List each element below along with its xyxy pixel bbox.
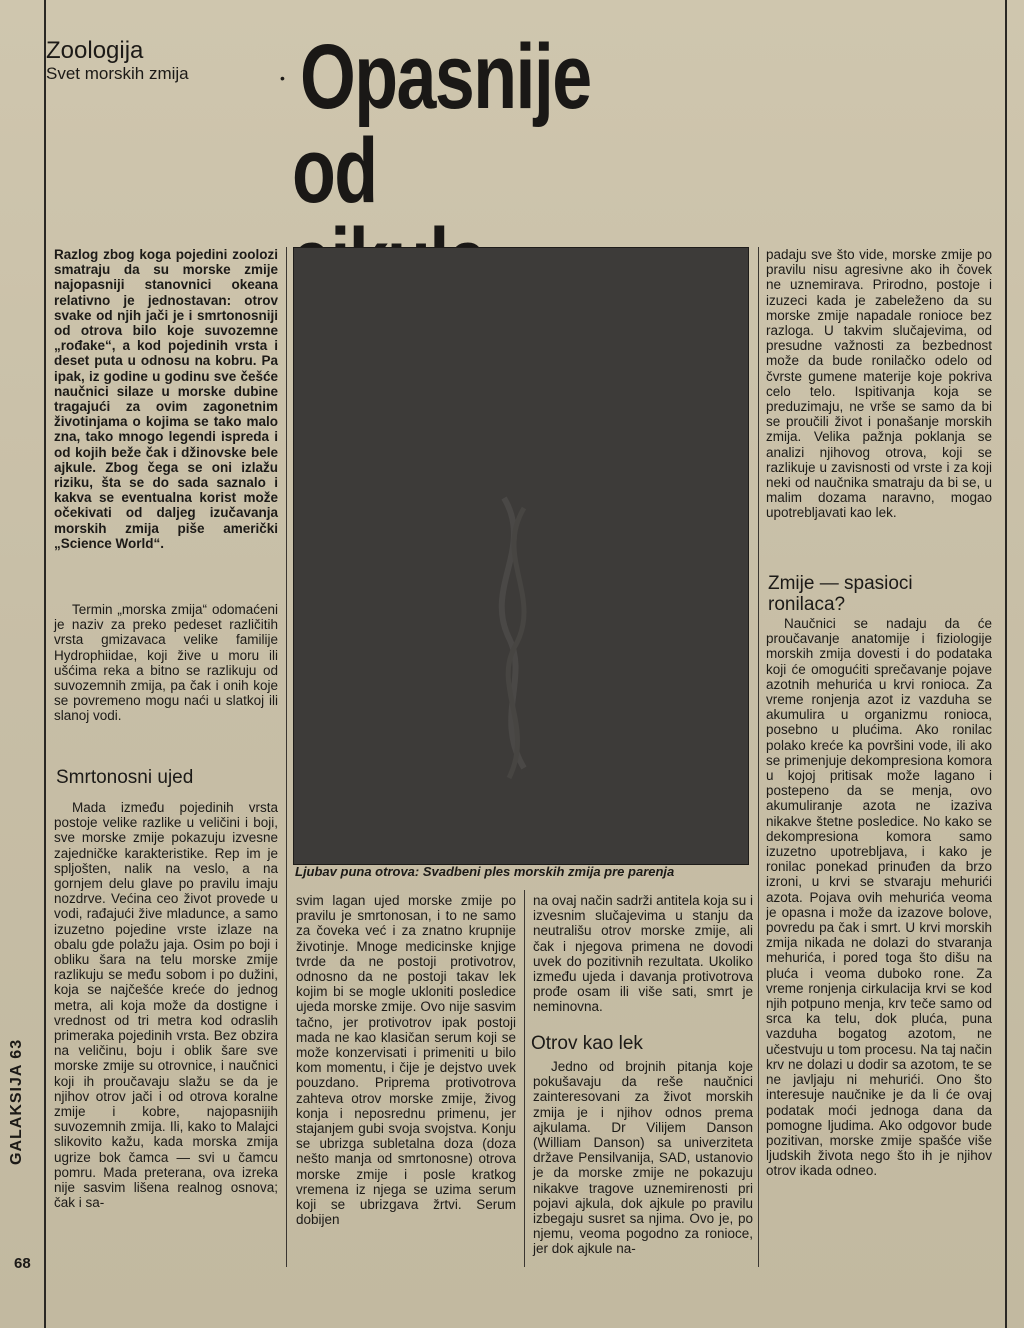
left-margin-rule <box>44 0 46 1328</box>
subhead-otrov-kao-lek: Otrov kao lek <box>531 1033 643 1054</box>
column-4-body: padaju sve što vide, morske zmije po pravilu nisu agresivne ako ih čovek ne uznemirava. Prirodno, postoje i izuzeci kada je zabeleženo da su morske zmije napadale ronioce bez razloga. U takvim slučajevima, od presudne važnosti za bezbednost može da bude ronilačko odelo od čvrste gumene materije koje pokriva celo telo. Ispitivanja koja se preduzimaju, ne vrše se samo da bi se proučili život i ponašanje morskih zmija. Velika pažnja poklanja se analizi njihovog otrova, koji se razlikuje u zavisnosti od vrste i za koji neki od naučnika smatraju da bi se, u malim dozama naravno, mogao upotrebljavati kao lek. <box>766 247 992 521</box>
intro-paragraph: Termin „morska zmija“ odomaćeni je naziv za preko pedeset različitih vrsta gmizavaca velike familije Hydrophiidae, koji žive u moru ili ušćima reka a bitno se razlikuju od suvozemnih zmija, pa čak i onih koje se povremeno mogu naći u slatkoj ili slanoj vodi. <box>54 602 278 724</box>
magazine-issue-label: GALAKSIJA 63 <box>8 1038 25 1165</box>
column-divider-3 <box>758 247 759 1267</box>
bullet-dot: • <box>280 70 285 86</box>
headline-line-2: od <box>292 120 377 222</box>
lead-paragraph: Razlog zbog koga pojedini zoolozi smatraju da su morske zmije najopasniji stanovnici okeana relativno je jednostavan: otrov svake od njih jači je i smrtonosniji od otrova bilo koje suvozemne „rođake“, a kod pojedinih vrsta i deset puta u odnosu na kobru. Pa ipak, iz godine u godinu sve češće naučnici silaze u morske dubine tragajući za ovim zagonetnim životinjama o kojima se tako malo zna, tako mnogo legendi ispreda i od kojih beže čak i džinovske bele ajkule. Zbog čega se oni izlažu riziku, šta se do sada saznalo i kakva se eventualna korist može očekivati od daljeg izučavanja morskih zmija piše američki „Science World“. <box>54 247 278 551</box>
right-margin-rule <box>1005 0 1007 1328</box>
page-number: 68 <box>14 1255 31 1272</box>
subhead-smrtonosni-ujed: Smrtonosni ujed <box>56 767 194 788</box>
column-2-body: svim lagan ujed morske zmije po pravilu je smrtonosan, i to ne samo za čoveka već i za znatno krupnije životinje. Mnoge medicinske knjige tvrde da ne postoji protivotrov, odnosno da ne postoji takav lek kojim bi se mogle ukloniti posledice ujeda morske zmije. Ovo nije sasvim tačno, jer protivotrov ipak postoji mada ne kao klasičan serum koji se može konzervisati i primeniti u bilo kom momentu, i čije je dejstvo uvek pouzdano. Priprema protivotrova zahteva otrov morske zmije, živog konja i neposrednu primenu, jer stajanjem gubi svoja svojstva. Konju se ubrizga subletalna doza (doza nešto manja od smrtonosne) otrova morske zmije i posle kratkog vremena iz njega se uzima serum koji se ubrizgava žrtvi. Serum dobijen <box>296 893 516 1228</box>
column-divider-1 <box>286 247 287 1267</box>
column-3-body: na ovaj način sadrži antitela koja su i izvesnim slučajevima u stanju da neutrališu otrov morske zmije, ali čak i njegova primena ne dovodi uvek do pozitivnih rezultata. Ukoliko između ujeda i davanja protivotrova prođe osam ili više sati, smrt je neminovna. <box>533 893 753 1015</box>
column-3-body-2: Jedno od brojnih pitanja koje pokušavaju da reše naučnici zainteresovani za život morskih zmija je i njihov odnos prema ajkulama. Dr Vilijem Danson (William Danson) sa univerziteta države Pensilvanija, SAD, ustanovio je da morske zmije ne pokazuju nikakve tragove uznemirenosti pri pojavi ajkula, dok ajkule po pravilu izbegaju susret sa njima. Ovo je, po njemu, veoma pogodno za ronioce, jer dok ajkule na- <box>533 1059 753 1257</box>
subhead-zmije-spasioci: Zmije — spasioci ronilaca? <box>768 573 913 615</box>
headline-line-1: Opasnije <box>300 26 591 128</box>
column-4-body-2: Naučnici se nadaju da će proučavanje anatomije i fiziologije morskih zmija dovesti i do podataka koji će omogućiti sprečavanje pojave azotnih mehurića u krvi ronioca. Za vreme ronjenja azot iz vazduha se akumulira u organizmu ronioca, posebno u plućima. Ako ronilac polako kreće ka površini vode, ili ako se primenjuje dekompresiona komora u kojoj pritisak može lagano i postepeno da se menja, ovo akumuliranje azota ne izaziva nikakve štetne posledice. No kako se dekompresiona komora samo izuzetno upotrebljava, i kako je ronilac ponekad prinuđen da brzo izroni, u krvi se stvaraju mehurići azota. Pojava ovih mehurića veoma je opasna i može da izazove bolove, povredu pa čak i smrt. U krvi morskih zmija nikada ne dolazi do stvaranja mehurića, i pored toga što dišu na pluća i veoma duboko rone. Za vreme ronjenja cirkulacija krvi se kod njih potpuno menja, krv teče samo od srca ka telu, dok pluća, puna vazduha bogatog azotom, ne učestvuju u tom procesu. Na taj način krv ne dolazi u dodir sa azotom, te se ne javljaju ni mehurići. Ono što interesuje naučnike je da li će ovaj podatak moći jednoga dana da pomogne ljudima. Ako odgovor bude pozitivan, morske zmije spašće više ljudskih života nego što ih je njihov otrov ikada odneo. <box>766 616 992 1179</box>
photo-caption: Ljubav puna otrova: Svadbeni ples morskih zmija pre parenja <box>295 864 675 879</box>
section-subtitle: Svet morskih zmija <box>46 64 189 83</box>
column-1-body: Mada između pojedinih vrsta postoje velike razlike u veličini i boji, sve morske zmije pokazuju izvesne zajedničke karakteristike. Rep im je spljošten, nalik na veslo, a na gornjem delu glave po pravilu imaju nozdrve. Većina ceo život provede u vodi, rađajući žive mladunce, a samo izuzetno pojedine vrste izlaze na obalu gde polažu jaja. Osim po boji i obliku šara na telu morske zmije razlikuju se među sobom i po dužini, koja se najčešće kreće do jednog metra, ali koja može da dostigne i vrednost od tri metra kod odraslih primeraka pojedinih vrsta. Bez obzira na veličinu, boju i oblik šare sve morske zmije su otrovnice, i naučnici koji ih proučavaju slažu se da je njihov otrov jači i od otrova koralne zmije i kobre, najopasnijih suvozemnih zmija. Ili, kako to Malajci slikovito kažu, kada morska zmija ugrize bok čamca — svi u čamcu pomru. Mada preterana, ova izreka nije sasvim lišena realnog osnova; čak i sa- <box>54 800 278 1211</box>
photo-sea-snakes <box>293 247 749 865</box>
photo-image <box>294 248 748 864</box>
section-kicker: Zoologija <box>46 37 144 64</box>
column-divider-2 <box>524 890 525 1267</box>
